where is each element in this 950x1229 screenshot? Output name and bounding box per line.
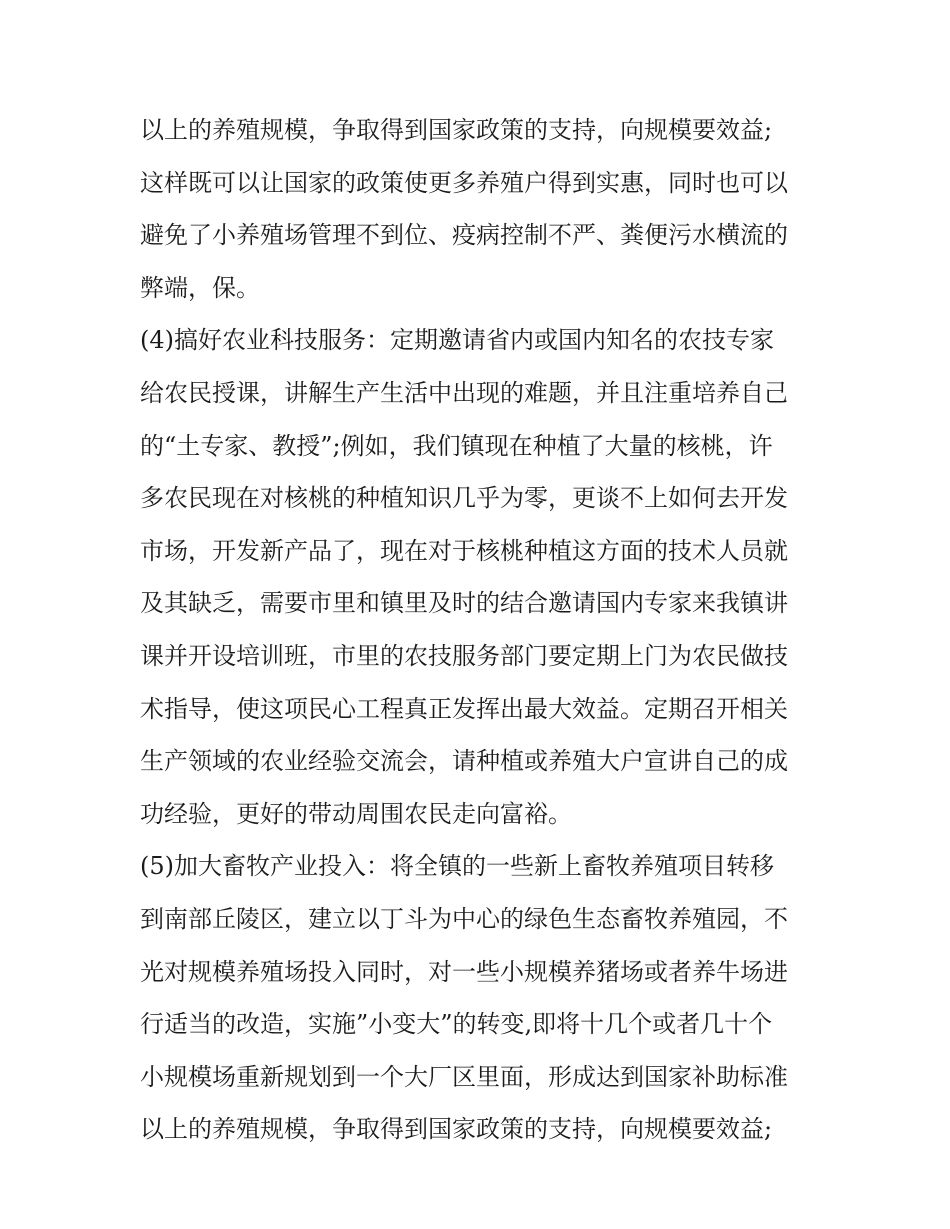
text-line: 以上的养殖规模，争取得到国家政策的支持，向规模要效益; [140,1115,773,1144]
text-line: (5)加大畜牧产业投入：将全镇的一些新上畜牧养殖项目转移 [140,852,774,881]
text-line: 光对规模养殖场投入同时，对一些小规模养猪场或者养牛场进 [140,957,788,986]
text-line: 市场，开发新产品了，现在对于核桃种植这方面的技术人员就 [140,536,788,565]
text-line: 及其缺乏，需要市里和镇里及时的结合邀请国内专家来我镇讲 [140,589,788,618]
text-line: 给农民授课，讲解生产生活中出现的难题，并且注重培养自己 [140,378,788,407]
text-line: 到南部丘陵区，建立以丁斗为中心的绿色生态畜牧养殖园，不 [140,904,788,933]
text-line: 以上的养殖规模，争取得到国家政策的支持，向规模要效益; [140,116,773,144]
text-line: 的“土专家、教授”;例如，我们镇现在种植了大量的核桃，许 [140,431,773,460]
text-line: 课并开设培训班，市里的农技服务部门要定期上门为农民做技 [140,641,788,670]
text-line: (4)搞好农业科技服务：定期邀请省内或国内知名的农技专家 [140,326,774,355]
text-line: 多农民现在对核桃的种植知识几乎为零，更谈不上如何去开发 [140,484,788,513]
text-line: 行适当的改造，实施”小变大”的转变,即将十几个或者几十个 [140,1010,773,1039]
text-line: 小规模场重新规划到一个大厂区里面，形成达到国家补助标准 [140,1062,788,1091]
text-line: 弊端，保。 [140,273,260,302]
text-line: 生产领域的农业经验交流会，请种植或养殖大户宣讲自己的成 [140,747,788,776]
body-text [140,104,830,1156]
text-line: 这样既可以让国家的政策使更多养殖户得到实惠，同时也可以 [140,168,788,197]
text-line: 术指导，使这项民心工程真正发挥出最大效益。定期召开相关 [140,694,788,723]
text-line: 避免了小养殖场管理不到位、疫病控制不严、粪便污水横流的 [140,221,788,250]
text-line: 功经验，更好的带动周围农民走向富裕。 [140,799,572,828]
